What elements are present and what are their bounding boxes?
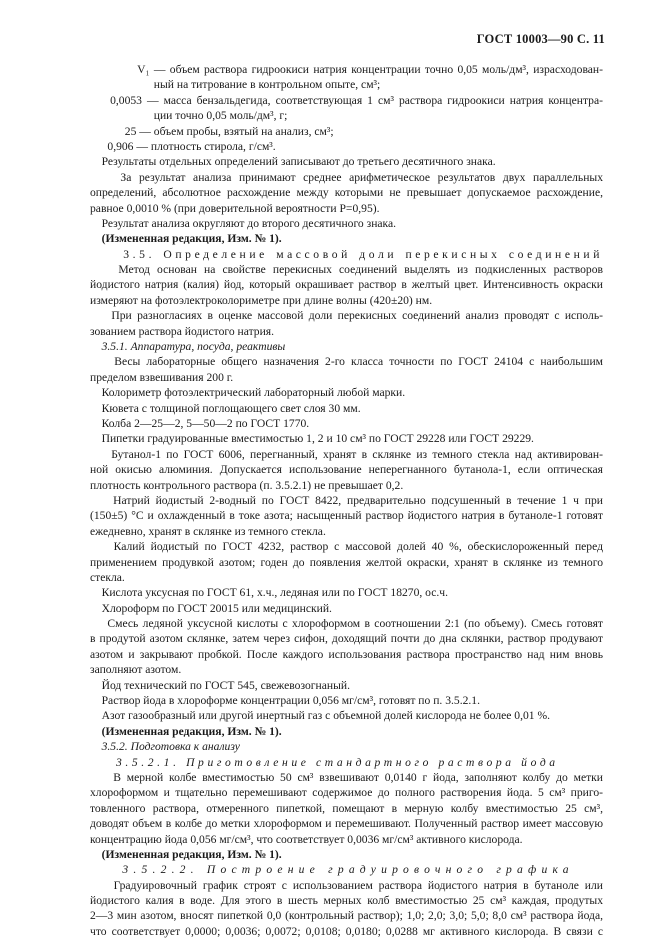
text-line: йодистого натрия (калия) йод, который окрашивает раствор в желтый цвет. Интенсивность окраски <box>90 278 603 292</box>
text-line: Метод основан на свойстве перекисных соединений выделять из подкисленных растворов <box>90 263 603 277</box>
text-line: Йод технический по ГОСТ 545, свежевозогнаный. <box>90 678 350 692</box>
text-line: концентрацию йода 0,056 мг/см³, что соответствует 0,0036 мг/см³ активного кислорода. <box>90 832 523 846</box>
text-line: 0,0053 — масса бензальдегида, соответствующая 1 см³ раствора гидроокиси натрия концентра- <box>90 93 603 107</box>
text-line: ной окисью алюминия. Допускается использование неперегнанного бутанола-1, если оптическая <box>90 463 603 477</box>
text-line: Бутанол-1 по ГОСТ 6006, перегнанный, хранят в склянке из темного стекла над активирован- <box>90 447 603 461</box>
text-line: Натрий йодистый 2-водный по ГОСТ 8422, предварительно подсушенный в течение 1 ч при <box>90 493 603 507</box>
text-line: При разногласиях в оценке массовой доли перекисных соединений анализ проводят с исполь- <box>90 309 603 323</box>
text-line: Колба 2—25—2, 5—50—2 по ГОСТ 1770. <box>90 416 310 430</box>
text-line: применением продувкой азотом; годен до появления желтой окраски, хранят в склянке из темного <box>90 555 603 569</box>
text-line: заполняют азотом. <box>90 663 182 677</box>
text-line: Калий йодистый по ГОСТ 4232, раствор с массовой долей 40 %, обескислороженный перед <box>90 540 603 554</box>
text-line: Кювета с толщиной поглощающего свет слоя 30 мм. <box>90 401 361 415</box>
text-line: товленного раствора, отмеренного пипеткой, помещают в мерную колбу вместимостью 25 см³, <box>90 801 603 815</box>
text-line: (Измененная редакция, Изм. № 1). <box>90 232 282 246</box>
text-line: ежедневно, хранят в склянке из темного стекла. <box>90 524 326 538</box>
text-line: плотность контрольного раствора (п. 3.5.2.1) не превышает 0,2. <box>90 478 404 492</box>
text-line: 0,906 — плотность стирола, г/см³. <box>90 139 276 153</box>
page-header: ГОСТ 10003—90 С. 11 <box>476 32 605 46</box>
text-line: пределом взвешивания 200 г. <box>90 370 234 384</box>
text-line: 3.5.1. Аппаратура, посуда, реактивы <box>90 340 286 354</box>
text-line: Весы лабораторные общего назначения 2-го класса точности по ГОСТ 24104 с наибольшим <box>90 355 603 369</box>
text-line: стекла. <box>90 570 125 584</box>
text-line: равное 0,0010 % (при доверительной вероятности P=0,95). <box>90 201 380 215</box>
text-line: зованием раствора йодистого натрия. <box>90 324 275 338</box>
text-line: Смесь ледяной уксусной кислоты с хлороформом в соотношении 2:1 (по объему). Смесь готовят <box>90 617 603 631</box>
text-line: (150±5) °С и охлажденный в токе азота; насыщенный раствор йодистого натрия в бутаноле-1 готовят <box>90 509 603 523</box>
text-line: Кислота уксусная по ГОСТ 61, х.ч., ледяная или по ГОСТ 18270, ос.ч. <box>90 586 449 600</box>
text-line: определений, абсолютное расхождение между которыми не превышает допускаемое расхождение, <box>90 186 603 200</box>
text-line: 2—3 мин азотом, вносят пипеткой 0,0 (контрольный раствор); 1,0; 2,0; 3,0; 5,0; 8,0 см³ раствора йода, <box>90 909 603 923</box>
text-line: доводят объем в колбе до метки хлороформом и перемешивают. Полученный раствор имеет массовую <box>90 817 603 831</box>
text-line: 3.5.2. Подготовка к анализу <box>90 740 240 754</box>
text-line: Пипетки градуированные вместимостью 1, 2 и 10 см³ по ГОСТ 29228 или ГОСТ 29229. <box>90 432 534 446</box>
text-line: в продутой азотом склянке, затем через сифон, доходящий почти до дна склянки, раствор продувают <box>90 632 603 646</box>
text-line: Хлороформ по ГОСТ 20015 или медицинский. <box>90 601 332 615</box>
text-line: ный на титрование в контрольном опыте, см³; <box>90 78 381 92</box>
text-line: 3.5. Определение массовой доли перекисных соединений <box>90 247 603 261</box>
text-line: что соответствует 0,0000; 0,0036; 0,0072; 0,0108; 0,0180; 0,0288 мг активного кислорода. В связи с <box>90 924 603 938</box>
text-line: Раствор йода в хлороформе концентрации 0,056 мг/см³, готовят по п. 3.5.2.1. <box>90 694 480 708</box>
text-line: азотом и закрывают пробкой. После каждого использования раствора пространство над ним вновь <box>90 647 603 661</box>
text-line: Колориметр фотоэлектрический лабораторный любой марки. <box>90 386 406 400</box>
document-body <box>90 62 603 939</box>
text-line: ции точно 0,05 моль/дм³, г; <box>90 109 288 123</box>
text-line: йодистого калия в воде. Для этого в шесть мерных колб вместимостью 25 см³ каждая, продутых <box>90 894 603 908</box>
text-line: 3.5.2.1. Приготовление стандартного раствора йода <box>90 755 559 769</box>
text-line: (Измененная редакция, Изм. № 1). <box>90 724 282 738</box>
text-line: За результат анализа принимают среднее арифметическое результатов двух параллельных <box>90 170 603 184</box>
text-line: измеряют на фотоэлектроколориметре при длине волны (420±20) нм. <box>90 293 433 307</box>
text-line: 3.5.2.2. Построение градуировочного графика <box>90 863 574 877</box>
text-line: Результат анализа округляют до второго десятичного знака. <box>90 216 397 230</box>
text-line: Результаты отдельных определений записывают до третьего десятичного знака. <box>90 155 496 169</box>
text-line: 25 — объем пробы, взятый на анализ, см³; <box>90 124 334 138</box>
text-line: (Измененная редакция, Изм. № 1). <box>90 847 282 861</box>
text-line: хлороформом и тщательно перемешивают содержимое до полного растворения йода. 5 см³ приго- <box>90 786 603 800</box>
text-line: В мерной колбе вместимостью 50 см³ взвешивают 0,0140 г йода, заполняют колбу до метки <box>90 770 603 784</box>
text-line: V₁ — объем раствора гидроокиси натрия концентрации точно 0,05 моль/дм³, израсходован- <box>90 63 603 76</box>
text-line: Градуировочный график строят с использованием раствора йодистого натрия в бутаноле или <box>90 878 603 892</box>
text-line: Азот газообразный или другой инертный газ с объемной долей кислорода не более 0,01 %. <box>90 709 551 723</box>
